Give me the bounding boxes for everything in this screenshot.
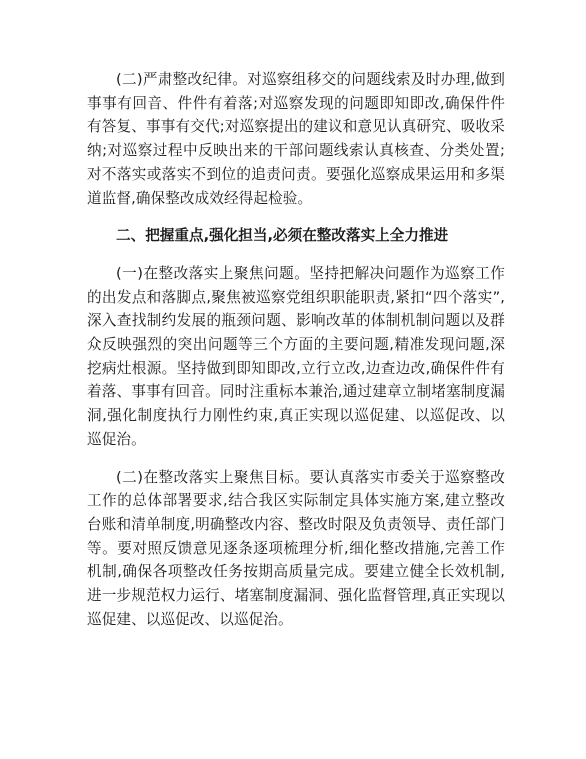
paragraph-discipline: (二)严肃整改纪律。对巡察组移交的问题线索及时办理,做到事事有回音、件件有着落;对巡察发现的问题即知即改,确保件件有答复、事事有交代;对巡察提出的建议和意见认真研究、吸收采纳;对巡察过程中反映出来的干部问题线索认真核查、分类处置;对不落实或落实不到位的追责问责。要强化巡察成果运用和多渠道监督,确保整改成效经得起检验。 bbox=[87, 71, 505, 207]
paragraph-focus-problems: (一)在整改落实上聚焦问题。坚持把解决问题作为巡察工作的出发点和落脚点,聚焦被巡察党组织职能职责,紧扣“四个落实”,深入查找制约发展的瓶颈问题、影响改革的体制机制问题以及群众反映强烈的突出问题等三个方面的主要问题,精准发现问题,深挖病灶根源。坚持做到即知即改,立行立改,边查边改,确保件件有着落、事事有回音。同时注重标本兼治,通过建章立制堵塞制度漏洞,强化制度执行力刚性约束,真正实现以巡促建、以巡促改、以巡促治。 bbox=[87, 264, 505, 448]
paragraph-focus-goals: (二)在整改落实上聚焦目标。要认真落实市委关于巡察整改工作的总体部署要求,结合我区实际制定具体实施方案,建立整改台账和清单制度,明确整改内容、整改时限及负责领导、责任部门等。要对照反馈意见逐条逐项梳理分析,细化整改措施,完善工作机制,确保各项整改任务按期高质量完成。要建立健全长效机制,进一步规范权力运行、堵塞制度漏洞、强化监督管理,真正实现以巡促建、以巡促改、以巡促治。 bbox=[87, 468, 505, 628]
section-heading: 二、把握重点,强化担当,必须在整改落实上全力推进 bbox=[116, 227, 449, 245]
document-page bbox=[87, 68, 505, 631]
